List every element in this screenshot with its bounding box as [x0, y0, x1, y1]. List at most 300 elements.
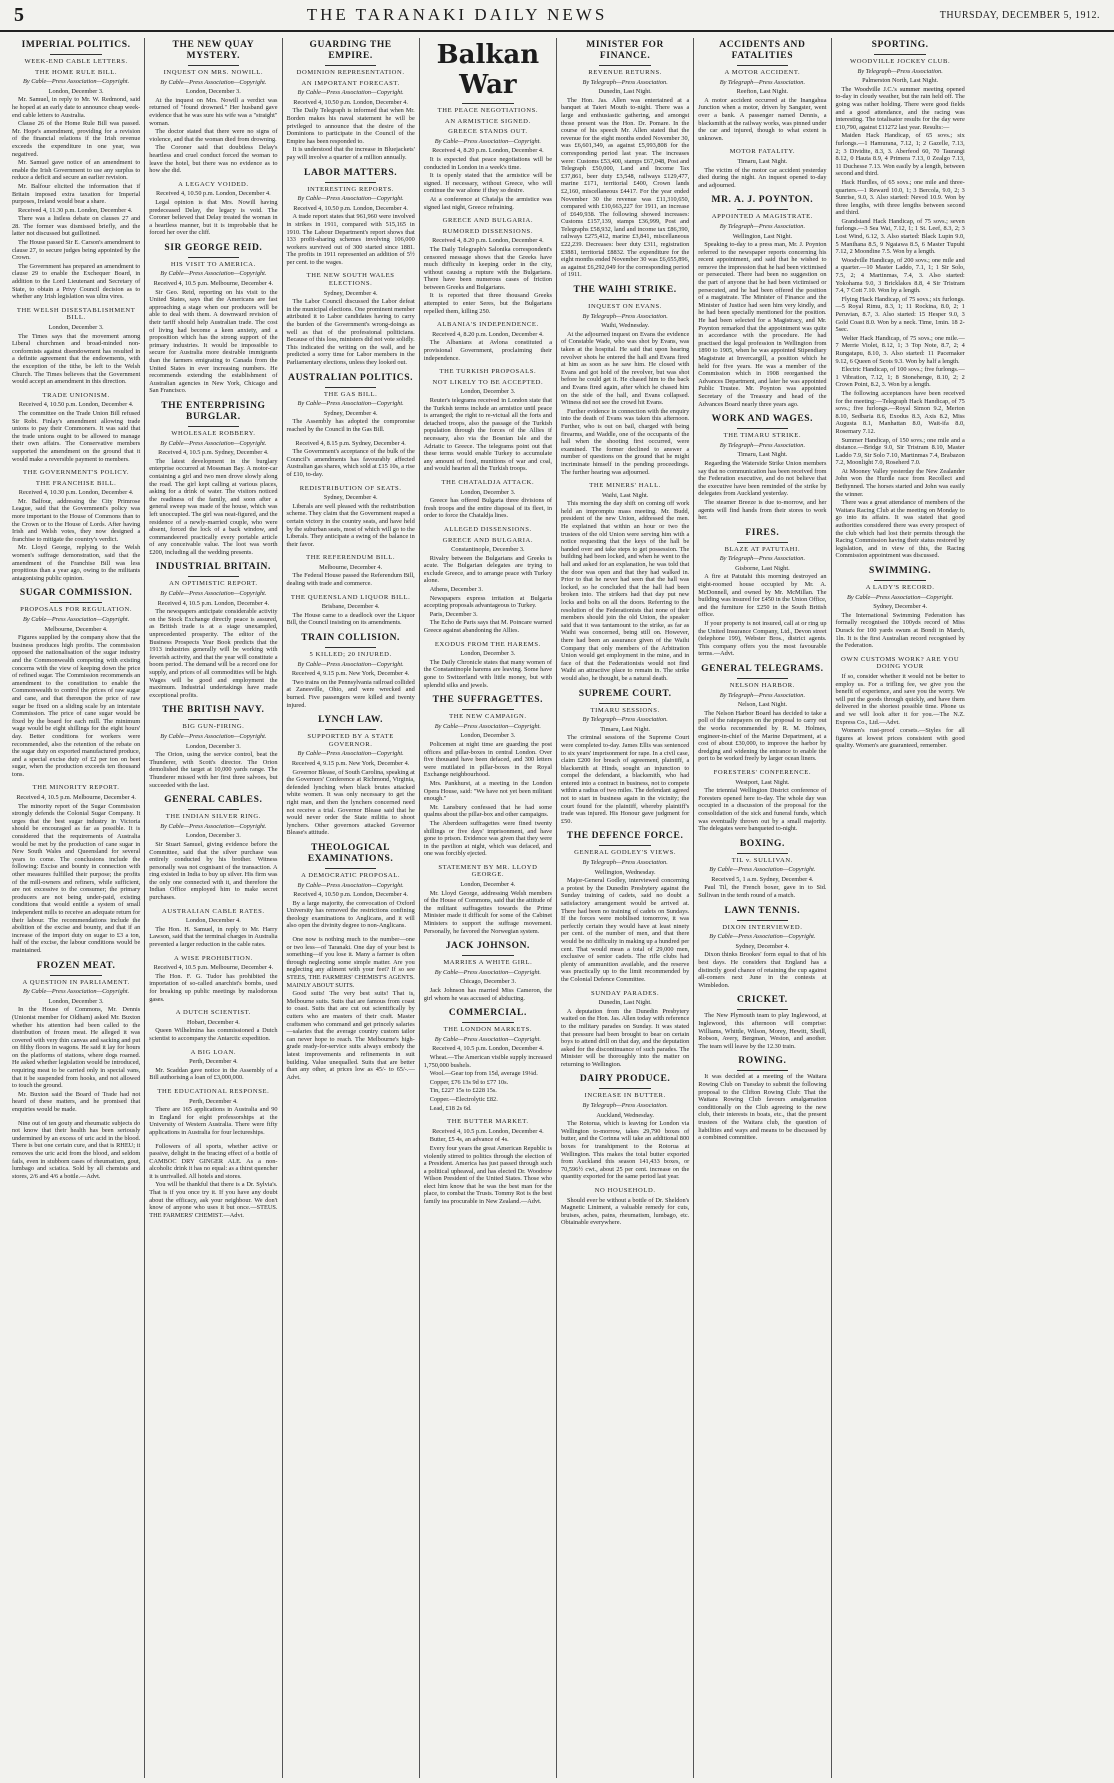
article: [287, 843, 415, 930]
article-dateline: London, December 3.: [185, 88, 241, 96]
article-dateline: Received 4, 10.5 p.m. Sydney, December 4.: [158, 449, 269, 457]
headline-rule: [737, 428, 788, 429]
article-paragraph: Wheat.—The American visible supply increased 1,750,000 bushels.: [423, 1053, 552, 1069]
article-paragraph: Governor Blease, of South Carolina, speaking at the Governors' Conference at Richmond, Virginia, defended lynching when black brutes attacked white women. It was only necessary to get the right man, and then the lynchers concerned need not receive a trial. Governor Blease said that he would never order the State militia to shoot lynchers. Other governors attacked Governor Blease's attitude.: [286, 768, 415, 837]
article-dateline: Gisborne, Last Night.: [735, 564, 790, 572]
article-paragraph: Wool.—Gear top from 15d, average 19¼d.: [429, 1070, 538, 1078]
article-headline: BOXING.: [739, 838, 785, 849]
article-headline: GENERAL TELEGRAMS.: [701, 664, 824, 674]
article-subhead: NOT LIKELY TO BE ACCEPTED.: [432, 378, 544, 386]
article-byline: By Telegraph—Press Association.: [719, 555, 806, 563]
article-headline: LAWN TENNIS.: [724, 905, 801, 916]
article-paragraph: It was decided at a meeting of the Waitara Rowing Club on Tuesday to submit the following proposal to the Clifton Rowing Club: That the Waitara Rowing Club favours amalgamation conditionally on the Club agreeing to the new club, their interests in boats, etc., that the present trustees of the Waitara club, the question of liabilities and ways and means to be discussed by a combined committee.: [698, 1073, 827, 1142]
article-paragraph: The House passed Sir E. Carson's amendment to clause 27, to secure judges being appointed by the Crown.: [12, 239, 141, 262]
headline-rule: [737, 209, 788, 210]
article-dateline: Wellington, Last Night.: [732, 232, 793, 240]
article-headline: SPORTING.: [871, 40, 929, 50]
article-subhead: THE HOME RULE BILL.: [35, 68, 118, 76]
article-headline: LABOR MATTERS.: [304, 167, 398, 178]
article-headline: THEOLOGICAL EXAMINATIONS.: [307, 842, 394, 864]
article-byline: By Cable—Press Association—Copyright.: [160, 590, 267, 598]
article-headline: SWIMMING.: [869, 566, 932, 576]
article-paragraph: There was a listless debate on clauses 27 and 28. The former was dismissed briefly, and the latter not discussed but guillotined.: [12, 215, 141, 238]
headline-rule: [462, 1022, 513, 1023]
article: [12, 784, 140, 954]
article-paragraph: Figures supplied by the company show that the business produces high profits. The commission opposed the nationalisation of the sugar industry and the Commonwealth competing with existing concerns with the view of keeping down the price of refined sugar. The Commission recommends an amendment to the constitution to enable the Commonwealth to control the prices of raw sugar and cane, and that thereupon the price of raw sugar be fixed on a sliding scale by an interstate Commission. The price of cane sugar would be fixed by the board for each mill. The minimum wage would be eight shillings for the eight hours' day. Better conditions for workers were recommended, also the retention of the rebate on the sugar duty on exported manufactured produce, and a special excise duty of £2 per ton on beet sugar, when the production exceeds ten thousand tons.: [12, 634, 141, 778]
article-paragraph: The International Swimming Federation has formally recognised the 100yds record of Miss Durack for 100 yards swum at Bondi in March, 1ln. It is the first Australian record recognised by the Federation.: [835, 611, 965, 650]
article-subhead: REDISTRIBUTION OF SEATS.: [299, 484, 402, 492]
article-subhead: AN ARMISTICE SIGNED.: [444, 117, 531, 125]
article-headline: JACK JOHNSON.: [445, 941, 531, 952]
article-paragraph: Regarding the Waterside Strike Union members say that no communication has been received from the Federation executive, and do not believe that the executive have been reminded of the strike by delegates from Auckland yesterday.: [698, 459, 827, 498]
article-byline: By Cable—Press Association—Copyright.: [434, 137, 541, 145]
article-dateline: Received 4, 10.50 p.m. London, December 4.: [293, 204, 408, 212]
article: [287, 440, 415, 479]
article-byline: By Cable—Press Association—Copyright.: [297, 89, 404, 97]
article: [424, 526, 552, 635]
article-headline: THE DEFENCE FORCE.: [566, 831, 684, 842]
article-paragraph: A trade report states that 961,960 were involved in strikes in 1911, compared with 515,165 in 1910. The Labour Department's report shows that 133 profit-sharing schemes involving 106,000 workers survived out of 300 started since 1881. The profits in 1911 represented an addition of 5½ per cent. to the wages.: [286, 213, 415, 266]
article-paragraph: Grandstand Hack Handicap, of 75 sovs.; seven furlongs.—3 Sea Wai, 7.12, 1; 1 St. Leef, 8.3, 2; 3 Lost Wind, 6.12, 3. Also started: Black Lupin 9.0, 5 Manihana 8.5, 9 Ngaiawa 8.5, 6 Master Tupuhi 7.12, 2 Moondine 7.5. Won by a length.: [835, 217, 965, 256]
article-headline: TRAIN COLLISION.: [301, 633, 401, 644]
headline-rule: [50, 975, 101, 976]
article-paragraph: Electric Handicap, of 100 sovs.; five furlongs.—1 Vibration, 7.12, 1; 8 Stonehenge, 8.10, 2; 2 Crown Point, 8.2, 3. Won by a length.: [835, 366, 965, 389]
article-paragraph: The latest development in the burglary enterprise occurred at Mossman Bay. A motor-car containing a girl and two men drove slowly along the road. The girl kept calling at various places, asking for a drink of water. The visitors noticed the readiness of the family, and soon after a general sweep was made of the house, which was left unoccupied. The girl was neat-figured, and the residence of a newly-married couple, who were absent, forced the lock of a back window, and commandeered practically every portable article of any conceivable value. The loot was worth £200, including all the wedding presents.: [149, 457, 278, 556]
article-dateline: Received 4, 10.50 p.m. London, December 4.: [18, 401, 134, 409]
article-headline: MINISTER FOR FINANCE.: [586, 40, 664, 61]
article-paragraph: By a large majority, the convocation of Oxford University has removed the restrictions confining theology examinations to Anglicans, and it will also open the divinity degree to non-Anglicans.: [286, 899, 415, 930]
article-subhead: AN IMPORTANT FORECAST.: [301, 79, 400, 87]
article-paragraph: Copper, £76 13s 9d to £77 10s.: [429, 1078, 509, 1086]
article-subhead: A DEMOCRATIC PROPOSAL.: [301, 871, 401, 879]
article-paragraph: This morning the day shift on coming off work held an impromptu mass meeting. Mr. Budd, president of the new Union, addressed the men. He explained that within an hour or two the trustees of the old Union were serving him with a notice requesting that the keys of the hall be handed over and take steps to get possession. The building had been locked, and when he went to the hall and asked for an explanation, he was told that the door was open and that they had walked in. Prior to that he never had seen that the hall was locked, so he concluded that the hall had been broken into. The strikers had that day put new locks and bolts on all the doors. Referring to the resolution of the Federationists that none of their members should join the old Union, the speaker said that it was tantamount to the strike, as far as Waihi was concerned, being still on. However, there had been an assurance given of the Waihi Company that only members of the Arbitration Union would get employment in the mine, and in face of that the Federationists would not find Waihi an attractive place to remain in. The strike would also, he thought, be a natural death.: [561, 500, 690, 682]
article-subhead: A MOTOR ACCIDENT.: [724, 69, 801, 76]
article-subhead: THE CHATALDJA ATTACK.: [441, 478, 535, 486]
article-byline: By Cable—Press Association—Copyright.: [709, 866, 816, 874]
article-dateline: Nelson, Last Night.: [737, 701, 788, 709]
article-paragraph: The committee on the Trade Union Bill refused Sir Robt. Finlay's amendment allowing trade unions to pay their Commoners. It was said that the trade unions ought to be allowed to manage their own affairs. The Conservative members supported the amendment on the ground that it would make a reversible payment to members.: [12, 409, 141, 463]
article-dateline: Received 4, 8.20 p.m. London, December 4.: [432, 330, 544, 338]
headline-rule: [188, 809, 239, 810]
article: [149, 955, 277, 1004]
article: [698, 839, 826, 900]
article-headline: THE BRITISH NAVY.: [162, 705, 265, 716]
article-paragraph: Followers of all sports, whether active or passive, delight in the bracing effect of a bottle of CAMBOC DRY GINGER ALE. As a non-alcoholic drink it has no equal: as a thirst quencher it is unrivalled. All hotels and stores.: [149, 1142, 278, 1180]
article-dateline: Palmerston North, Last Night.: [862, 77, 939, 85]
article-subhead: THE MINORITY REPORT.: [32, 784, 120, 792]
headline-rule: [737, 65, 788, 66]
article: [698, 664, 826, 763]
article-byline: By Telegraph—Press Association.: [719, 222, 806, 230]
article-paragraph: The Echo de Paris says that M. Poincare warned Greece against abandoning the Allies.: [423, 619, 552, 635]
article: [149, 562, 277, 699]
article: [287, 168, 415, 267]
article-paragraph: The Hon. F. G. Tudor has prohibited the importation of so-called anarchist's bombs, used for breaking up public meetings by malodorous gases.: [149, 972, 278, 1003]
article-subhead: TRADE UNIONISM.: [42, 391, 110, 399]
article-dateline: Brisbane, December 4.: [321, 603, 380, 611]
article: [287, 373, 415, 434]
article-subhead: THE PEACE NEGOTIATIONS.: [437, 107, 539, 114]
article-paragraph: Welter Hack Handicap, of 75 sovs.; one mile.—7 Merrie Violet, 8.12, 1; 3 Top Note, 8.7, 2; 4 Rungatapu, 8.10, 3. Also started: 11 Pacemaker 9.12, 6 Queen of Scots 9.3. Won by half a length.: [835, 334, 965, 365]
article-headline: THE WAIHI STRIKE.: [573, 285, 677, 296]
article-subhead: THE EDUCATIONAL RESPONSE.: [157, 1087, 270, 1095]
article-dateline: Dunedin, Last Night.: [598, 88, 652, 96]
headline-rule: [737, 920, 788, 921]
article-paragraph: Every four years the great American Republic is violently stirred to politics through the election of a President. America has just passed through such a political upheaval, and has elected Dr. Woodrow Wilson President of the United States. Those who elect him know that he was the best man for the place, to combat the Trusts. Tommy Rot is the best family tea procurable in New Zealand.—Advt.: [423, 1144, 552, 1206]
article-headline: THE ENTERPRISING BURGLAR.: [161, 400, 266, 422]
article-subhead: APPOINTED A MAGISTRATE.: [711, 213, 813, 221]
article-dateline: Hobart, December 4.: [186, 1018, 240, 1026]
article-byline: By Cable—Press Association—Copyright.: [160, 732, 267, 740]
article-byline: By Telegraph—Press Association.: [582, 716, 668, 724]
article-subhead: THE FRANCHISE BILL.: [35, 479, 117, 487]
article-paragraph: Received 4, 11.30 p.m. London, December 4.: [18, 206, 133, 214]
article-subhead: STATEMENT BY MR. LLOYD GEORGE.: [438, 863, 538, 879]
article-subhead: DIXON INTERVIEWED.: [722, 923, 803, 931]
article-byline: By Telegraph—Press Association.: [719, 78, 806, 86]
column-5: [557, 38, 694, 1778]
newspaper-columns: [8, 38, 1106, 1778]
article-dateline: Received 4, 10.5 p.m. London, December 4.: [432, 1127, 544, 1135]
article-paragraph: The steamer Breeze is due to-morrow, and her agents will find hands from their stores to work her.: [698, 498, 827, 522]
article-subhead: ALLEGED DISSENSIONS.: [443, 525, 532, 533]
headline-rule: [325, 647, 376, 648]
article-subhead: GREECE AND BULGARIA.: [442, 536, 534, 544]
article: [287, 594, 415, 627]
article-subhead: MOTOR FATALITY.: [729, 148, 796, 156]
article-paragraph: Newspapers express irritation at Bulgaria accepting proposals advantageous to Turkey.: [423, 594, 552, 610]
article-paragraph: Flying Hack Handicap, of 75 sovs.; six furlongs.—5 Royal Rimu, 8.3, 1; 11 Rockina, 8.0, 2; 1 Peruvian, 8.7, 3. Also started: 15 Hesper 9.0, 3 Gold Coast 8.0. Won by a neck. Time, 1min. 18 2-5sec.: [835, 295, 965, 334]
article-byline: By Cable—Press Association—Copyright.: [160, 78, 267, 86]
article-dateline: Perth, December 4.: [189, 1097, 238, 1105]
article-paragraph: Tin, £227 15s to £228 15s.: [429, 1087, 497, 1095]
article-dateline: Received 4, 10.50 p.m. London, December 4.: [156, 190, 271, 198]
article-headline: FIRES.: [745, 527, 780, 538]
headline-rule: [188, 719, 239, 720]
article-subhead: TIMARU SESSIONS.: [590, 706, 660, 714]
headline-rule: [188, 426, 239, 427]
article: [698, 414, 826, 522]
article-dateline: Timaru, Last Night.: [600, 725, 651, 733]
article: [561, 1187, 689, 1227]
article-paragraph: At the inquest on Mrs. Nowill a verdict was returned of "found drowned." Her husband gave evidence that he was sure his wife was a "straight" woman.: [149, 96, 278, 127]
article-subhead: BLAZE AT PATUTAHI.: [724, 545, 801, 553]
article: [149, 908, 277, 949]
article-paragraph: Mr. Balfour elicited the information that if Britain imposed extra taxation for Imperial purposes, Ireland would bear a share.: [12, 182, 141, 206]
article: [12, 961, 140, 1114]
article-paragraph: It is understood that the increase in Bluejackets' pay will involve a quarter of a million annually.: [286, 146, 415, 161]
article-subhead: TIL v. SULLIVAN.: [731, 856, 793, 864]
article-headline: SIR GEORGE REID.: [164, 242, 263, 253]
article-paragraph: The Orion, using the service control, beat the Thunderer, with Scott's director. The Orion demolished the target at 10,000 yards range. The Thunderer missed with her first three salvoes, but succeeded with the last.: [149, 751, 278, 789]
article-subhead: WEEK-END CABLE LETTERS.: [24, 58, 128, 65]
article-subhead: WHOLESALE ROBBERY.: [171, 429, 256, 437]
column-7: [832, 38, 969, 1778]
article-paragraph: The Government's acceptance of the bulk of the Council's amendments has favourably affected Australian gas shares, which sold at £15 10s, a rise of £10, to-day.: [286, 448, 415, 478]
article-byline: By Cable—Press Association—Copyright.: [847, 593, 954, 601]
article-paragraph: If your property is not insured, call at or ring up the United Insurance Company, Ltd., Devon street (telephone 199), Webster Bros., district agents. This company offers you the most favourable terms.—Advt.: [698, 620, 827, 658]
article-paragraph: Mr. Balfour, addressing the City Primrose League, said that the Government's policy was more important to the House of Commons than to the Crown or to the House of Lords. After having Irish and Welsh votes, they now designed a franchise to mitigate the country's verdict.: [12, 497, 141, 543]
article: [424, 479, 552, 520]
article-subhead: A WISE PROHIBITION.: [173, 954, 253, 962]
article-paragraph: The Daily Telegraph is informed that when Mr. Borden makes his naval statement he will be privileged to announce that the desire of the Dominions to participate in the Council of the Empire has been responded to.: [286, 107, 415, 145]
article-byline: By Telegraph—Press Association.: [857, 67, 943, 75]
headline-rule: [188, 65, 239, 66]
article-subhead: THE REFERENDUM BILL.: [306, 554, 396, 562]
article-dateline: Dunedin, Last Night.: [598, 999, 652, 1007]
article-headline: ROWING.: [738, 1056, 787, 1067]
article-byline: By Cable—Press Association—Copyright.: [434, 722, 541, 730]
headline-rule: [737, 542, 788, 543]
article-subhead: THE INDIAN SILVER RING.: [165, 813, 261, 821]
article: [561, 990, 689, 1069]
article: [12, 469, 140, 582]
article: [561, 40, 689, 279]
article-subhead: THE WELSH DISESTABLISHMENT BILL.: [16, 306, 136, 322]
article-byline: By Cable—Press Association—Copyright.: [434, 968, 541, 976]
article-subhead: NO HOUSEHOLD.: [594, 1187, 656, 1194]
article-subhead: THE TURKISH PROPOSALS.: [439, 368, 537, 376]
article-dateline: Sydney, December 4.: [323, 494, 378, 502]
article-subhead: SUPPORTED BY A STATE GOVERNOR.: [307, 733, 394, 748]
headline-rule: [50, 54, 101, 55]
article-dateline: London, December 3.: [48, 324, 104, 331]
article-subhead: PROPOSALS FOR REGULATION.: [20, 606, 133, 614]
article-dateline: Westport, Last Night.: [735, 778, 790, 786]
article: [561, 831, 689, 983]
article-paragraph: Mr. Samuel, in reply to Mr. W. Redmond, said he hoped at an early date to announce cheap week-end cable letters to Australia.: [12, 96, 141, 119]
headline-rule: [599, 65, 650, 66]
article-paragraph: Legal opinion is that Mrs. Nowill having predeceased Delay, the legacy is void. The Coroner believed that Delay treated the woman in a heartless manner, but it is improbable that he forced her over the cliff.: [149, 198, 278, 237]
column-1: [8, 38, 145, 1778]
article-subhead: AN OPTIMISTIC REPORT.: [169, 580, 258, 588]
article-subhead: MARRIES A WHITE GIRL.: [443, 959, 533, 967]
article-paragraph: The Nelson Harbor Board has decided to take a poll of the ratepayers on the proposal to carry out the works recommended by R. M. Holmes, engineer-in-chief of the Marine Department, at a cost of about £30,000, to improve the harbor by dredging and widening the entrance to enable the port to be worked freely by larger ocean liners.: [698, 709, 827, 763]
article-dateline: Received 4, 10.5 p.m. Melbourne, December 4.: [153, 280, 274, 288]
article-byline: By Cable—Press Association—Copyright.: [23, 78, 130, 86]
page-number: 5: [14, 3, 24, 26]
article: [424, 864, 552, 935]
article-dateline: Sydney, December 4.: [323, 289, 378, 297]
article-byline: By Telegraph—Press Association.: [582, 312, 668, 320]
article-paragraph: At a conference at Chatalja the armistice was signed last night, Greece refraining.: [423, 195, 552, 211]
article-paragraph: Sir Geo. Reid, reporting on his visit to the United States, says that the Americans are fast approaching a stage when our producers will be able to deal with them. A downward revision of their tariff should help Australian trade. The cost of living had become a keen anxiety, and a proposition which has the strong support of the primary industries. It would be impossible to secure for Australia more desirable immigrants than the farmers emigrating to Canada from the United States in ever increasing numbers. He recommends extending the establishment of Australian agencies in New York, Chicago and San Francisco.: [149, 288, 278, 395]
article: [12, 40, 140, 301]
article-dateline: Sydney, December 4.: [735, 942, 790, 950]
article-paragraph: Speaking to-day to a press man, Mr. J. Poynton referred to the newspaper reports concerning his recent appointment, and said that he wished to remove the impression that he had been victimised or persecuted. There had been no suggestion on the part of anyone that he had been victimised or persecuted, and he had been offered the position of a magistrate. The Minister of Finance and the Minister of Justice had seen him very kindly, and he had been specially mentioned for the position. He had been selected for a Magistracy, and Mr. Poynton remarked that the appointment was quite in accordance with the procedure. He had practised the legal profession in Wellington from 1890 to 1905, when he was appointed Stipendiary Magistrate at Invercargill, a position which he held for five years. He was a member of the Commission which in 1908 reorganised the Advances Department, and later he was appointed Public Trustee. Mr. Poynton was appointed Secretary of the Treasury and head of the Advances Board nearly three years ago.: [698, 241, 827, 408]
article-paragraph: Greece has offered Bulgaria three divisions of fresh troops and the entire disposal of its fleet, in order to force the Chataldja lines.: [423, 497, 552, 520]
article: [698, 40, 826, 142]
article-byline: By Cable—Press Association—Copyright.: [297, 881, 404, 889]
article-headline: LYNCH LAW.: [318, 715, 384, 726]
article: [149, 705, 277, 789]
article-paragraph: Good suits! The very best suits! That is, Melbourne suits. Suits that are famous from coast to coast. Suits that are cut out scientifically by cutters who are masters of their craft. Master craftsmen who command and get princely salaries—salaries that the average country custom tailor can never hope to reach. The Melbourne's high-grade ready-for-service suits always embody the latest improvements and refinements in suit building. Value unequalled. Suits that are better than any other, at prices low as 45/- to 65/-.—Advt.: [286, 990, 415, 1081]
article-dateline: Melbourne, December 4.: [319, 563, 383, 571]
article-paragraph: Hack Hurdles, of 65 sovs.; one mile and three-quarters.—1 Reward 10.0, 1; 3 Bercola, 9.0, 2; 3 Sunrise, 9.0, 3. Also started: Nevod 10.9. Won by three lengths, with three lengths between second and third.: [835, 178, 965, 217]
article-dateline: Chicago, December 3.: [459, 978, 517, 986]
article-paragraph: Jack Johnson has married Miss Cameron, the girl whom he was accused of abducting.: [423, 987, 552, 1002]
article-subhead: INQUEST ON EVANS.: [588, 303, 663, 311]
article-subhead: EXODUS FROM THE HAREMS.: [434, 640, 541, 648]
article: [287, 485, 415, 549]
article-paragraph: Woodville Handicap, of 200 sovs.; one mile and a quarter.—10 Master Laddo, 7.1, 1; 1 Sir Solo, 7.5, 2; 4 Martinmas, 7.4, 3. Also started: Yokohama 9.0, 3 Bricklakes 8.8, 4 Sir Tristram 7.4, 7 Cott 7.10. Won by a length.: [835, 256, 965, 295]
article-byline: By Cable—Press Association—Copyright.: [160, 270, 267, 278]
headline-rule: [325, 729, 376, 730]
article-paragraph: The newspapers anticipate considerable activity on the Stock Exchange directly peace is assured, as British trade is at a stage unexampled, unprecedented prosperity. The editor of the Business Prospects Year Book predicts that the 1913 industries generally will be working with feverish activity, and that the year will constitute a boom period. The demand will be a record one for supply, and prices of all commodities will be high. Wages will be good and employment the maximum. Industrial undertakings have made exceptional profits.: [149, 608, 278, 699]
article-dateline: Received 4, 10.5 p.m. Melbourne, December 4.: [153, 964, 274, 972]
article-dateline: Received 4, 10.50 p.m. London, December 4.: [293, 891, 408, 899]
article-subhead: 5 KILLED; 20 INJURED.: [309, 651, 392, 659]
article-byline: By Cable—Press Association—Copyright.: [160, 439, 267, 447]
article-paragraph: Reuter's telegrams received in London state that the Turkish terms include an armistice until peace is arranged; the right to re-victual all the forts and detached troops, also the passage of the Turkish population through the forces of the Allies if necessary, also via the Bosnian Isle and the Adriatic to Greece. The telegrams point out that these terms would enable Turkey to accumulate any amount of food, munitions of war and coal, and would hearten all the Turkish troops.: [423, 397, 552, 473]
article-dateline: Sydney, December 4.: [323, 409, 378, 417]
article-paragraph: The Hon. H. Samuel, in reply to Mr. Harry Lawson, said that the terminal charges in Australia prevented a larger reduction in the cable rates.: [149, 925, 278, 949]
article: [836, 566, 965, 650]
article-paragraph: The Woodville J.C.'s summer meeting opened to-day in cloudy weather, but the rain held off. The going was rather holding. There were good fields and a good attendance, and the racing was interesting. The totalisator results for the day were £10,790, against £11272 last year. Results:—: [835, 85, 965, 131]
article: [149, 181, 277, 237]
article: [12, 392, 140, 463]
article-subhead: A LEGACY VOIDED.: [178, 180, 249, 188]
article-paragraph: The Daily Telegraph's Salonika correspondent's censored message shows that the Greeks have much difficulty in keeping order in the city, without causing a rupture with the Bulgarians. There have been numerous cases of friction between Greeks and Bulgarians.: [423, 245, 552, 291]
headline-rule: [874, 580, 926, 581]
article-subhead: BIG GUN-FIRING.: [182, 723, 245, 731]
article-paragraph: You will be thankful that there is a Dr. Sylvia's. That is if you once try it. If you have any doubt about the efficacy, ask your neighbour. We don't know of anyone who uses it but once.—STEUS. THE FARMERS' CHEMIST.—Advt.: [149, 1181, 278, 1219]
article-paragraph: Rivalry between the Bulgarians and Greeks is acute. The Bulgarian delegates are trying to exclude Greece, and to arrange peace with Turkey alone.: [423, 554, 552, 585]
headline-rule: [874, 54, 926, 55]
article: [287, 715, 415, 837]
article-dateline: Perth, December 4.: [189, 1058, 238, 1066]
article: [698, 195, 826, 408]
article-subhead: GREECE AND BULGARIA.: [442, 217, 534, 225]
article-dateline: London, December 3.: [48, 87, 104, 95]
article-subhead: SUNDAY PARADES.: [590, 989, 660, 997]
article-headline: Balkan War: [436, 40, 540, 100]
article-byline: By Cable—Press Association—Copyright.: [23, 988, 130, 996]
headline-rule: [737, 1009, 788, 1010]
headline-rule: [462, 955, 513, 956]
article-dateline: Received 4, 10.50 p.m. London, December 4.: [293, 98, 408, 106]
article: [424, 40, 552, 211]
article-paragraph: Summer Handicap, of 150 sovs.; one mile and a distance.—Bridge 9.0, Sir Tristram 8.10, Master Laddo 7.9, Sir Solo 7.10, Martinmas 7.4, Brabazon 7.2, Moonlight 7.0, Roseherd 7.0.: [835, 436, 965, 467]
article: [836, 656, 965, 750]
headline-rule: [462, 103, 513, 104]
article-byline: By Cable—Press Association—Copyright.: [434, 1035, 541, 1043]
headline-rule: [737, 853, 788, 854]
article-headline: MR. A. J. POYNTON.: [711, 195, 814, 206]
headline-rule: [325, 387, 376, 388]
article-paragraph: Athens, December 3.: [429, 586, 483, 594]
article-paragraph: The triennial Wellington District conference of Foresters opened here to-day. The whole day was occupied in a discussion of the proposal for the consolidation of the sick and funeral funds, which was eventually thrown out by a small majority. The delegates were banqueted to-night.: [698, 787, 827, 833]
article-dateline: London, December 3.: [460, 732, 516, 740]
article-subhead: THE NEW CAMPAIGN.: [449, 713, 527, 721]
article-byline: By Telegraph—Press Association.: [719, 441, 806, 449]
article-dateline: Timaru, Last Night.: [737, 451, 788, 459]
article-headline: THE NEW QUAY MYSTERY.: [172, 40, 255, 61]
article-headline: GENERAL CABLES.: [164, 795, 263, 806]
headline-rule: [462, 709, 513, 710]
article-paragraph: The Albanians at Avlona constituted a provisional Government, proclaiming their independence.: [423, 339, 552, 362]
article-paragraph: Copper.—Electrolytic £82.: [429, 1095, 498, 1103]
article-subhead: OWN CUSTOMS WORK? ARE YOU DOING YOUR: [841, 655, 960, 671]
article-subhead: THE BUTTER MARKET.: [447, 1118, 529, 1126]
article-paragraph: At Mooney Valley yesterday the New Zealander John won the Hurdle race from Recollect and Bethynned. The horses started and John was easily the winner.: [835, 467, 965, 498]
article: [698, 148, 826, 189]
article: [424, 941, 552, 1002]
article-paragraph: At the adjourned inquest on Evans the evidence of Constable Wade, who was shot by Evans, was taken at the hospital. He said that upon hearing revolver shots he entered the hall and Evans fired at him as soon as he saw him. He closed with Evans and got hold of the revolver, but was shot before he could get it. He chased him to the back and Evans fired again, after which he chased him on the side of the hall, and Evans collapsed. Witness did not see the crowd hit Evans.: [561, 330, 690, 407]
article-dateline: London, December 4.: [185, 917, 241, 925]
article-headline: IMPERIAL POLITICS.: [21, 40, 131, 50]
article-paragraph: In the House of Commons, Mr. Dennis (Unionist member for Oldham) asked Mr. Buxton whether his attention had been called to the distribution of frozen meat. He alleged it was covered with very thin canvas and sacking and put on filthy floors in wagons. He said it lay for hours on the platforms of stations, where dogs roamed. He asked whether legislation would be introduced, requiring meat to be carried only in special vans, that it be suspended from hooks, and not allowed to touch the ground.: [12, 1006, 141, 1090]
article-paragraph: The victim of the motor car accident yesterday died during the night. An inquest opened to-day and adjourned.: [698, 166, 827, 189]
newspaper-title: THE TARANAKI DAILY NEWS: [306, 5, 608, 24]
article-paragraph: Paris, December 3.: [429, 610, 478, 618]
article-paragraph: The Rotorua, which is leaving for London via Wellington to-morrow, takes 29,790 boxes of butter, and the Corinna will take an additional 800 boxes for transhipment to the Rotorua at Wellington. This makes the total butter exported from Auckland this season 141,433 boxes, or 70,596½ cwt., about 25 per cent. increase on the quantity exported for the same period last year.: [561, 1120, 690, 1181]
article-dateline: Waihi, Last Night.: [601, 491, 649, 499]
article: [698, 906, 826, 990]
article-headline: THE SUFFRAGETTES.: [432, 695, 544, 706]
article-paragraph: Sir Stuart Samuel, giving evidence before the Committee, said that the silver purchase was entirely conducted by his brother. Witness personally was not cognisant of the transaction. A ring existed in India to buy up silver. His firm was the only one connected with it, and therefore the Indian Office employed him to make secret purchases.: [149, 840, 278, 902]
headline-rule: [599, 703, 650, 704]
article-paragraph: Mr. Samuel gave notice of an amendment to enable the Irish Government to use any surplus to reduce a deficit and secure an earlier revision.: [12, 159, 141, 182]
article-subhead: THE NEW SOUTH WALES ELECTIONS.: [306, 272, 395, 288]
article-dateline: Received 4, 8.20 p.m. London, December 4.: [432, 237, 544, 245]
article: [287, 633, 415, 709]
article-dateline: Received 4, 10.30 p.m. London, December 4.: [18, 489, 134, 497]
article-paragraph: Women's rust-proof corsets.—Styles for all figures at lowest prices consistent with good quality. Women's are guaranteed, remember.: [835, 727, 965, 750]
article-subhead: GENERAL GODLEY'S VIEWS.: [574, 849, 677, 857]
article-subhead: WOODVILLE JOCKEY CLUB.: [849, 58, 951, 65]
article-paragraph: Mr. Lloyd George, addressing Welsh members of the House of Commons, said that the attitude of the militant suffragettes towards the Prime Minister made it difficult for some of the Cabinet Ministers to support the suffrage movement. Personally, he favored the Norwegian system.: [423, 889, 552, 935]
article-paragraph: Nine out of ten gouty and rheumatic subjects do not know that their health has been seriously undermined by an excess of uric acid in the blood. There is but one certain cure, and that is RHEU; it removes the uric acid from the blood, and seldom fails, even in stubborn cases of rheumatism, gout, lumbago and sciatica. Sold by all chemists and stores, 2/6 and 4/6 a bottle.—Advt.: [12, 1119, 141, 1180]
article-paragraph: Major-General Godley, interviewed concerning a protest by the Dunedin Presbytery against the Sunday training of cadets, said no doubt a satisfactory arrangement would be arrived at. There had been no training of cadets on Sundays. If the forces were mobilised tomorrow, it was perfectly certain they would have at least ninety per cent. of the number of men, and that there would be no difficulty in making up a hundred per cent. That would mean a total of 29,000 men, exclusive of senior cadets. The rifle clubs had plenty of ammunition available, and the reserve was practically up to the limit recommended by the Colonial Defence Committee.: [561, 877, 690, 983]
article-dateline: Constantinople, December 3.: [451, 546, 525, 554]
article-byline: By Cable—Press Association—Copyright.: [297, 400, 404, 408]
masthead: [0, 0, 1114, 32]
article-headline: COMMERCIAL.: [448, 1008, 527, 1019]
article-subhead: A DUTCH SCIENTIST.: [175, 1009, 252, 1017]
article-paragraph: It is expected that peace negotiations will be conducted in London in a week's time.: [423, 155, 552, 171]
article-dateline: London, December 3.: [185, 742, 241, 750]
article-subhead: THE TIMARU STRIKE.: [723, 432, 802, 440]
article-headline: INDUSTRIAL BRITAIN.: [155, 562, 271, 573]
article-dateline: London, December 3.: [48, 997, 104, 1005]
article-paragraph: Butter, £5 4s, an advance of 4s.: [429, 1136, 509, 1144]
article-dateline: Received 4, 10.5 p.m. London, December 4.: [157, 599, 270, 607]
article-subhead: A QUESTION IN PARLIAMENT.: [22, 978, 130, 986]
column-2: [145, 38, 282, 1778]
article: [698, 995, 826, 1050]
issue-date: THURSDAY, DECEMBER 5, 1912.: [939, 9, 1100, 21]
article-subhead: THE MINERS' HALL.: [589, 482, 661, 490]
article-paragraph: The Federal House passed the Referendum Bill, dealing with trade and commerce.: [286, 572, 415, 588]
article-subhead: DOMINION REPRESENTATION.: [296, 69, 405, 76]
article-subhead: FORESTERS' CONFERENCE.: [713, 768, 812, 776]
article-dateline: Melbourne, December 4.: [44, 625, 108, 633]
article: [424, 1118, 552, 1206]
headline-rule: [188, 257, 239, 258]
article-paragraph: Mr. Lansbury confessed that he had some qualms about the pillar-box and other campaigns.: [423, 803, 552, 819]
article-subhead: RUMORED DISSENSIONS.: [442, 227, 534, 235]
article-paragraph: Mrs. Pankhurst, at a meeting in the London Opera House, said: "We have not yet been militant enough.": [423, 779, 552, 803]
article-paragraph: A deputation from the Dunedin Presbytery waited on the Hon. Jas. Allen today with reference to the military parades on Sunday. It was stated that pressure had been brought to bear on certain boys to attend drill on that day, and the deputation asked for the discontinuance of such parades. The Minister will be thoroughly into the matter on returning to Wellington.: [561, 1007, 690, 1068]
article-paragraph: The Labor Council discussed the Labor defeat in the municipal elections. One prominent member attributed it to Labor candidates having to carry the burden of the Government's wrong-doings as well as that of the professional politicians. Because of this loss, ministers did not vote solidly. This indicated the writing on the wall, and he predicted a sorry time for Labor members in the Parliamentary elections, unless they looked out.: [286, 298, 415, 366]
article-paragraph: The New Plymouth team to play Inglewood, at Inglewood, this afternoon will comprise: Williams, Whittle, Wilson, Morey, Hewitt, Sheill, Robson, Avery, Bergman, Weston, and another. The team will leave by the 12.30 train.: [698, 1012, 827, 1050]
headline-rule: [325, 868, 376, 869]
article-paragraph: Dixon thinks Brookes' form equal to that of his best days. He considers that England has a distinctly good chance of retaining the cup against all-comers next June in the contests at Wimbledon.: [698, 951, 827, 989]
article-dateline: Received 4, 9.15 p.m. New York, December 4.: [291, 759, 410, 767]
article-subhead: THE QUEENSLAND LIQUOR BILL.: [290, 593, 411, 601]
article-paragraph: The Assembly has adopted the compromise reached by the Council in the Gas Bill.: [286, 418, 415, 433]
